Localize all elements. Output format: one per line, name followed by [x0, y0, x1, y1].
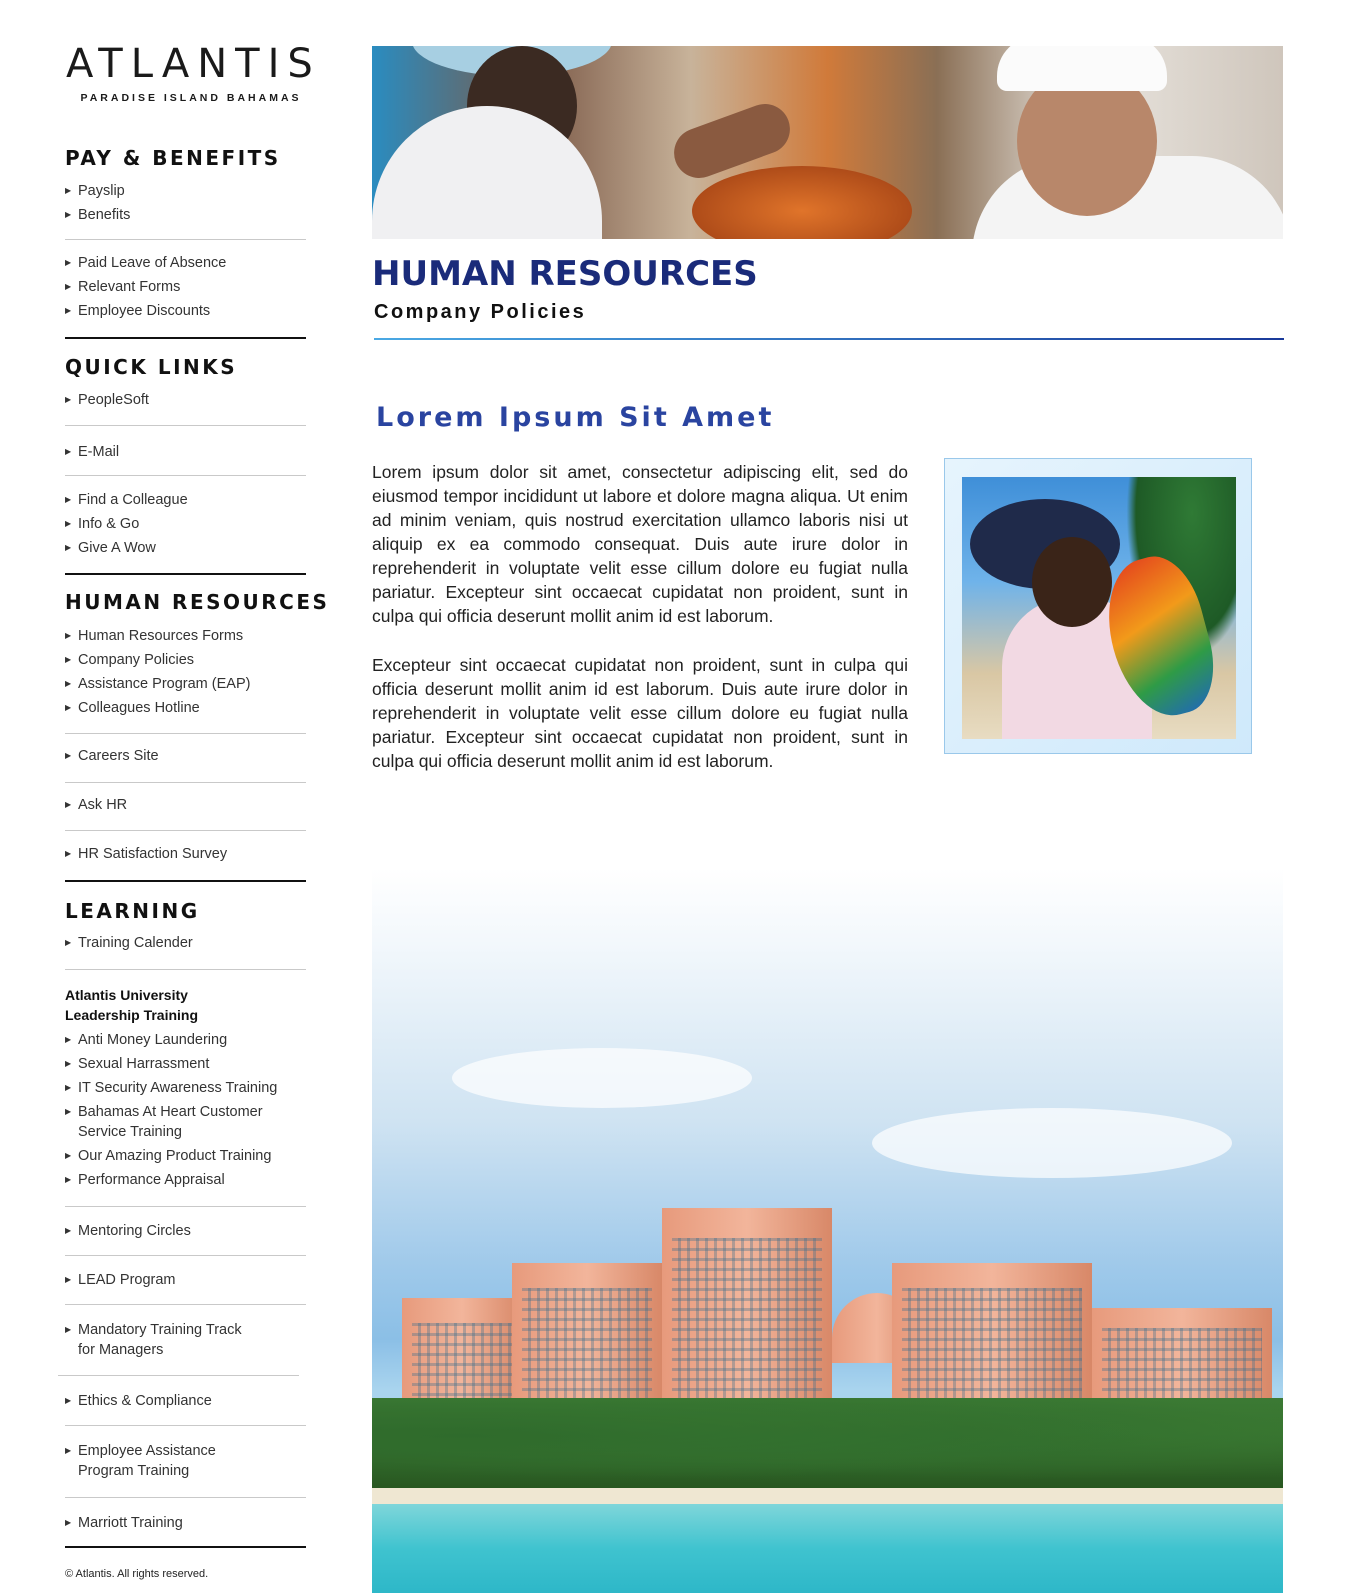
- bullet-icon: ▶: [65, 210, 72, 219]
- hero-banner-image: [372, 46, 1283, 239]
- divider: [65, 1304, 306, 1305]
- section-divider: [65, 1546, 306, 1548]
- bullet-icon: ▶: [65, 703, 72, 712]
- bullet-icon: ▶: [65, 495, 72, 504]
- divider: [65, 1497, 306, 1498]
- atlantis-logo[interactable]: [66, 41, 321, 104]
- nav-link-lead-program[interactable]: ▶ LEAD Program: [65, 1272, 176, 1288]
- nav-link-give-a-wow[interactable]: ▶ Give A Wow: [65, 540, 156, 556]
- body-paragraph-1: Lorem ipsum dolor sit amet, consectetur adipiscing elit, sed do eiusmod tempor incididunt ut labore et dolore magna aliqua. Ut enim ad minim veniam, quis nostrud exercitation ullamco laboris nisi ut aliquip ex ea commodo consequat. Duis aute irure dolor in reprehenderit in voluptate velit esse cillum dolore eu fugiat nulla pariatur. Excepteur sint occaecat cupidatat non proident, sunt in culpa qui officia deserunt mollit anim id est laborum.: [372, 462, 908, 626]
- section-heading-learning: LEARNING: [65, 899, 200, 923]
- bullet-icon: ▶: [65, 1035, 72, 1044]
- nav-link-bahamas-at-heart[interactable]: ▶ Bahamas At Heart Customer Service Training: [65, 1104, 263, 1140]
- nav-link-info-go[interactable]: ▶ Info & Go: [65, 516, 140, 532]
- bullet-icon: ▶: [65, 543, 72, 552]
- bullet-icon: ▶: [65, 938, 72, 947]
- divider: [65, 425, 306, 426]
- nav-link-relevant-forms[interactable]: ▶ Relevant Forms: [65, 279, 181, 295]
- bullet-icon: ▶: [65, 1083, 72, 1092]
- nav-link-employee-assistance-training[interactable]: ▶ Employee Assistance Program Training: [65, 1443, 216, 1479]
- bullet-icon: ▶: [65, 395, 72, 404]
- nav-link-performance-appraisal[interactable]: ▶ Performance Appraisal: [65, 1172, 225, 1188]
- divider: [65, 969, 306, 970]
- nav-link-assistance-program[interactable]: ▶ Assistance Program (EAP): [65, 676, 251, 692]
- section-divider: [65, 573, 306, 575]
- atlantis-university-label: Atlantis University Leadership Training: [65, 987, 199, 1023]
- nav-link-sexual-harrassment[interactable]: ▶ Sexual Harrassment: [65, 1056, 210, 1072]
- nav-link-colleagues-hotline[interactable]: ▶ Colleagues Hotline: [65, 700, 200, 716]
- bullet-icon: ▶: [65, 1446, 72, 1455]
- nav-link-mentoring-circles[interactable]: ▶ Mentoring Circles: [65, 1223, 191, 1239]
- colleague-with-parrot-photo: [962, 477, 1236, 739]
- nav-link-marriott-training[interactable]: ▶ Marriott Training: [65, 1515, 183, 1531]
- page-subtitle: Company Policies: [374, 301, 587, 323]
- nav-link-employee-discounts[interactable]: ▶ Employee Discounts: [65, 303, 211, 319]
- nav-link-paid-leave[interactable]: ▶ Paid Leave of Absence: [65, 255, 227, 271]
- nav-link-email[interactable]: ▶ E-Mail: [65, 444, 120, 460]
- bullet-icon: ▶: [65, 1175, 72, 1184]
- bullet-icon: ▶: [65, 655, 72, 664]
- atlantis-resort-image: [372, 868, 1283, 1593]
- section-heading-pay-benefits: PAY & BENEFITS: [65, 146, 281, 170]
- bullet-icon: ▶: [65, 1151, 72, 1160]
- nav-link-peoplesoft[interactable]: ▶ PeopleSoft: [65, 392, 149, 408]
- nav-link-amazing-product-training[interactable]: ▶ Our Amazing Product Training: [65, 1148, 272, 1164]
- nav-link-payslip[interactable]: ▶ Payslip: [65, 183, 125, 199]
- bullet-icon: ▶: [65, 631, 72, 640]
- logo-tagline: PARADISE ISLAND BAHAMAS: [80, 92, 302, 104]
- bullet-icon: ▶: [65, 447, 72, 456]
- divider: [65, 733, 306, 734]
- nav-link-benefits[interactable]: ▶ Benefits: [65, 207, 131, 223]
- bullet-icon: ▶: [65, 849, 72, 858]
- section-divider: [65, 337, 306, 339]
- bullet-icon: ▶: [65, 1518, 72, 1527]
- nav-link-training-calender[interactable]: ▶ Training Calender: [65, 935, 193, 951]
- section-heading-quick-links: QUICK LINKS: [65, 355, 238, 379]
- divider: [65, 1255, 306, 1256]
- bullet-icon: ▶: [65, 1275, 72, 1284]
- title-divider: [374, 338, 1284, 340]
- bullet-icon: ▶: [65, 751, 72, 760]
- nav-link-mandatory-training-track[interactable]: ▶ Mandatory Training Track for Managers: [65, 1322, 242, 1358]
- nav-link-find-colleague[interactable]: ▶ Find a Colleague: [65, 492, 188, 508]
- bullet-icon: ▶: [65, 1226, 72, 1235]
- bullet-icon: ▶: [65, 306, 72, 315]
- body-paragraph-2: Excepteur sint occaecat cupidatat non proident, sunt in culpa qui officia deserunt mollit anim id est laborum. Duis aute irure dolor in reprehenderit in voluptate velit esse cillum dolore eu fugiat nulla pariatur. Excepteur sint occaecat cupidatat non proident, sunt in culpa qui officia deserunt mollit anim id est laborum.: [372, 655, 908, 771]
- nav-link-anti-money-laundering[interactable]: ▶ Anti Money Laundering: [65, 1032, 228, 1048]
- bullet-icon: ▶: [65, 1396, 72, 1405]
- bullet-icon: ▶: [65, 282, 72, 291]
- page-title: HUMAN RESOURCES: [372, 254, 758, 294]
- bullet-icon: ▶: [65, 1325, 72, 1334]
- bullet-icon: ▶: [65, 258, 72, 267]
- content-heading: Lorem Ipsum Sit Amet: [376, 402, 775, 433]
- bullet-icon: ▶: [65, 800, 72, 809]
- divider: [58, 1375, 299, 1376]
- nav-link-hr-satisfaction-survey[interactable]: ▶ HR Satisfaction Survey: [65, 846, 228, 862]
- divider: [65, 782, 306, 783]
- nav-link-ethics-compliance[interactable]: ▶ Ethics & Compliance: [65, 1393, 212, 1409]
- bullet-icon: ▶: [65, 679, 72, 688]
- copyright-notice: © Atlantis. All rights reserved.: [65, 1568, 209, 1580]
- divider: [65, 1206, 306, 1207]
- featured-photo-frame: [944, 458, 1252, 754]
- nav-link-careers-site[interactable]: ▶ Careers Site: [65, 748, 159, 764]
- bullet-icon: ▶: [65, 186, 72, 195]
- divider: [65, 830, 306, 831]
- divider: [65, 475, 306, 476]
- bullet-icon: ▶: [65, 1107, 72, 1116]
- bullet-icon: ▶: [65, 1059, 72, 1068]
- nav-link-ask-hr[interactable]: ▶ Ask HR: [65, 797, 128, 813]
- nav-link-it-security-training[interactable]: ▶ IT Security Awareness Training: [65, 1080, 278, 1096]
- nav-link-company-policies[interactable]: ▶ Company Policies: [65, 652, 195, 668]
- divider: [65, 239, 306, 240]
- nav-link-hr-forms[interactable]: ▶ Human Resources Forms: [65, 628, 244, 644]
- bullet-icon: ▶: [65, 519, 72, 528]
- logo-wordmark: ATLANTIS: [66, 41, 321, 87]
- divider: [65, 1425, 306, 1426]
- section-heading-human-resources: HUMAN RESOURCES: [65, 590, 330, 614]
- section-divider: [65, 880, 306, 882]
